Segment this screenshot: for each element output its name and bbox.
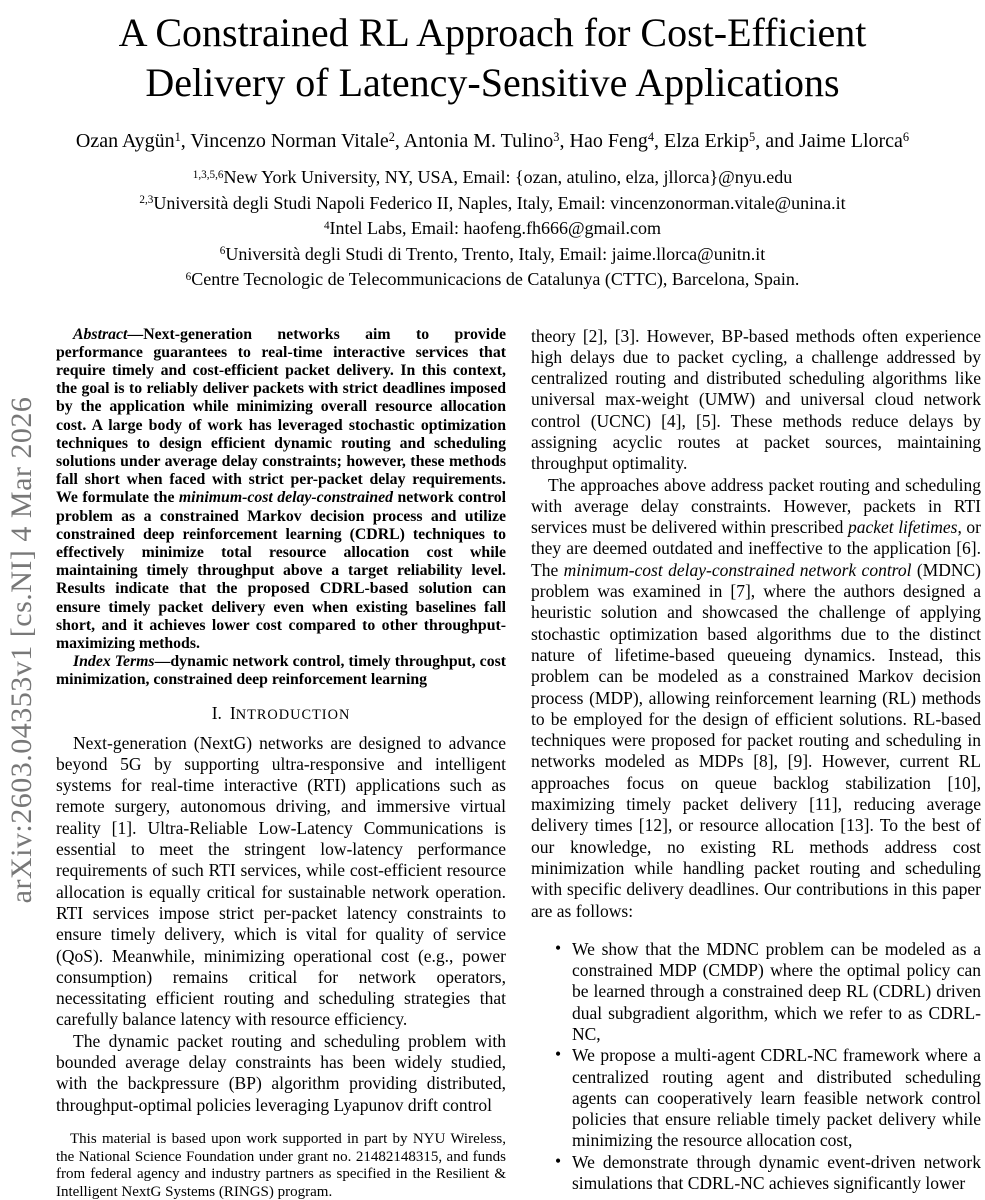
bullet-icon: • <box>555 1044 562 1065</box>
section-title-rest: NTRODUCTION <box>235 706 351 723</box>
affiliation-line-napoli: $^{2,3}$Università degli Studi Napoli Federico II, Naples, Italy, Email: vincenzonorman.vitale@unina.it <box>139 192 846 213</box>
bullet-icon: • <box>555 937 562 958</box>
contribution-item-2 <box>531 1045 981 1151</box>
affiliation-line-intel: $^4$Intel Labs, Email: haofeng.fh666@gmail.com <box>323 218 662 238</box>
right-column <box>531 326 981 1200</box>
paper-title <box>0 8 985 108</box>
two-column-body <box>56 326 981 1200</box>
contribution-text-2: We propose a multi-agent CDRL-NC framework where a centralized routing agent and distributed scheduling agents can cooperatively learn feasible network control policies that ensure reliable timely packet delivery while minimizing the resource allocation cost, <box>572 1045 981 1151</box>
paper-header <box>0 0 985 293</box>
authors-line: Ozan Aygün$^1$, Vincenzo Norman Vitale$^2$, Antonia M. Tulino$^3$, Hao Feng$^4$, Elza Erkip$^5$, and Jaime Llorca$^6$ <box>75 130 910 152</box>
section-number: I. <box>211 702 222 723</box>
left-column <box>56 326 506 1200</box>
funding-footnote-text: This material is based upon work supported in part by NYU Wireless, the National Science Foundation under grant no. 21482148315, and funds from federal agency and industry partners as specified in the Resilient & Intelligent NextG Systems (RINGS) program. <box>56 1130 506 1200</box>
arxiv-watermark: arXiv:2603.04353v1 [cs.NI] 4 Mar 2026 <box>5 396 38 904</box>
affiliations-block <box>0 165 985 293</box>
paper-title-line1: A Constrained RL Approach for Cost-Efficient <box>118 10 867 55</box>
contribution-item-1 <box>531 939 981 1045</box>
section-heading-introduction <box>56 703 506 724</box>
intro-paragraph-1: Next-generation (NextG) networks are designed to advance beyond 5G by supporting ultra-responsive and intelligent systems for real-time interactive (RTI) applications such as remote surgery, autonomous driving, and immersive virtual reality [1]. Ultra-Reliable Low-Latency Communications is essential to meet the stringent low-latency performance requirements of such RTI services, while cost-efficient resource allocation is equally critical for sustainable network operation. RTI services impose strict per-packet latency constraints to ensure timely delivery, which is vital for quality of service (QoS). Meanwhile, minimizing operational cost (e.g., power consumption) remains critical for network operators, necessitating efficient routing and scheduling strategies that carefully balance latency with resource efficiency. <box>56 732 506 1030</box>
paper-title-line2: Delivery of Latency-Sensitive Applications <box>145 60 840 105</box>
affiliation-line-cttc: $^6$Centre Tecnologic de Telecommunicacions de Catalunya (CTTC), Barcelona, Spain. <box>185 269 800 289</box>
affiliation-line-nyu: $^{1,3,5,6}$New York University, NY, USA, Email: {ozan, atulino, elza, jllorca}@nyu.edu <box>192 167 793 187</box>
section-title-initial: I <box>229 702 236 723</box>
intro-paragraph-2: The dynamic packet routing and scheduling problem with bounded average delay constraints has been widely studied, with the backpressure (BP) algorithm providing distributed, throughput-optimal policies leveraging Lyapunov drift control <box>56 1030 506 1115</box>
right-paragraph-2: The approaches above address packet routing and scheduling with average delay constraints. However, packets in RTI services must be delivered within prescribed packet lifetimes, or they are deemed outdated and ineffective to the application [6]. The minimum-cost delay-constrained network control (MDNC) problem was examined in [7], where the authors designed a heuristic solution and showcased the challenge of applying stochastic optimization based algorithms due to the distinct nature of lifetime-based queueing dynamics. Instead, this problem can be modeled as a constrained Markov decision process (MDP), allowing reinforcement learning (RL) methods to be employed for the design of efficient solutions. RL-based techniques were proposed for packet routing and scheduling in networks modeled as MDPs [8], [9]. However, current RL approaches focus on queue backlog stabilization [10], maximizing timely packet delivery [11], reducing average delivery times [12], or resource allocation [13]. To the best of our knowledge, no existing RL methods address cost minimization while handling packet routing and scheduling with specific delivery deadlines. Our contributions in this paper are as follows: <box>531 474 981 921</box>
contribution-text-1: We show that the MDNC problem can be modeled as a constrained MDP (CMDP) where the optimal policy can be learned through a constrained deep RL (CDRL) driven dual subgradient algorithm, which we refer to as CDRL-NC, <box>572 938 981 1044</box>
contribution-text-3: We demonstrate through dynamic event-driven network simulations that CDRL-NC achieves significantly lower <box>572 1151 981 1194</box>
index-terms: Index Terms—dynamic network control, timely throughput, cost minimization, constrained deep reinforcement learning <box>56 653 506 689</box>
funding-footnote <box>56 1131 506 1200</box>
contribution-item-3 <box>531 1152 981 1195</box>
abstract: Abstract—Next-generation networks aim to provide performance guarantees to real-time interactive services that require timely and cost-efficient packet delivery. In this context, the goal is to reliably deliver packets with strict deadlines imposed by the application while minimizing overall resource allocation cost. A large body of work has leveraged stochastic optimization techniques to design efficient dynamic routing and scheduling solutions under average delay constraints; however, these methods fall short when faced with strict per-packet delay requirements. We formulate the minimum-cost delay-constrained network control problem as a constrained Markov decision process and utilize constrained deep reinforcement learning (CDRL) techniques to effectively minimize total resource allocation cost while maintaining timely throughput above a target reliability level. Results indicate that the proposed CDRL-based solution can ensure timely packet delivery even when existing baselines fall short, and it achieves lower cost compared to other throughput-maximizing methods. <box>56 325 506 652</box>
contributions-list <box>531 939 981 1195</box>
bullet-icon: • <box>555 1150 562 1171</box>
right-paragraph-1: theory [2], [3]. However, BP-based methods often experience high delays due to packet cycling, a challenge addressed by centralized routing and distributed scheduling algorithms like universal max-weight (UMW) and universal cloud network control (UCNC) [4], [5]. These methods reduce delays by assigning acyclic routes at packet sources, maintaining throughput optimality. <box>531 325 981 474</box>
affiliation-line-trento: $^6$Università degli Studi di Trento, Trento, Italy, Email: jaime.llorca@unitn.it <box>219 243 766 264</box>
